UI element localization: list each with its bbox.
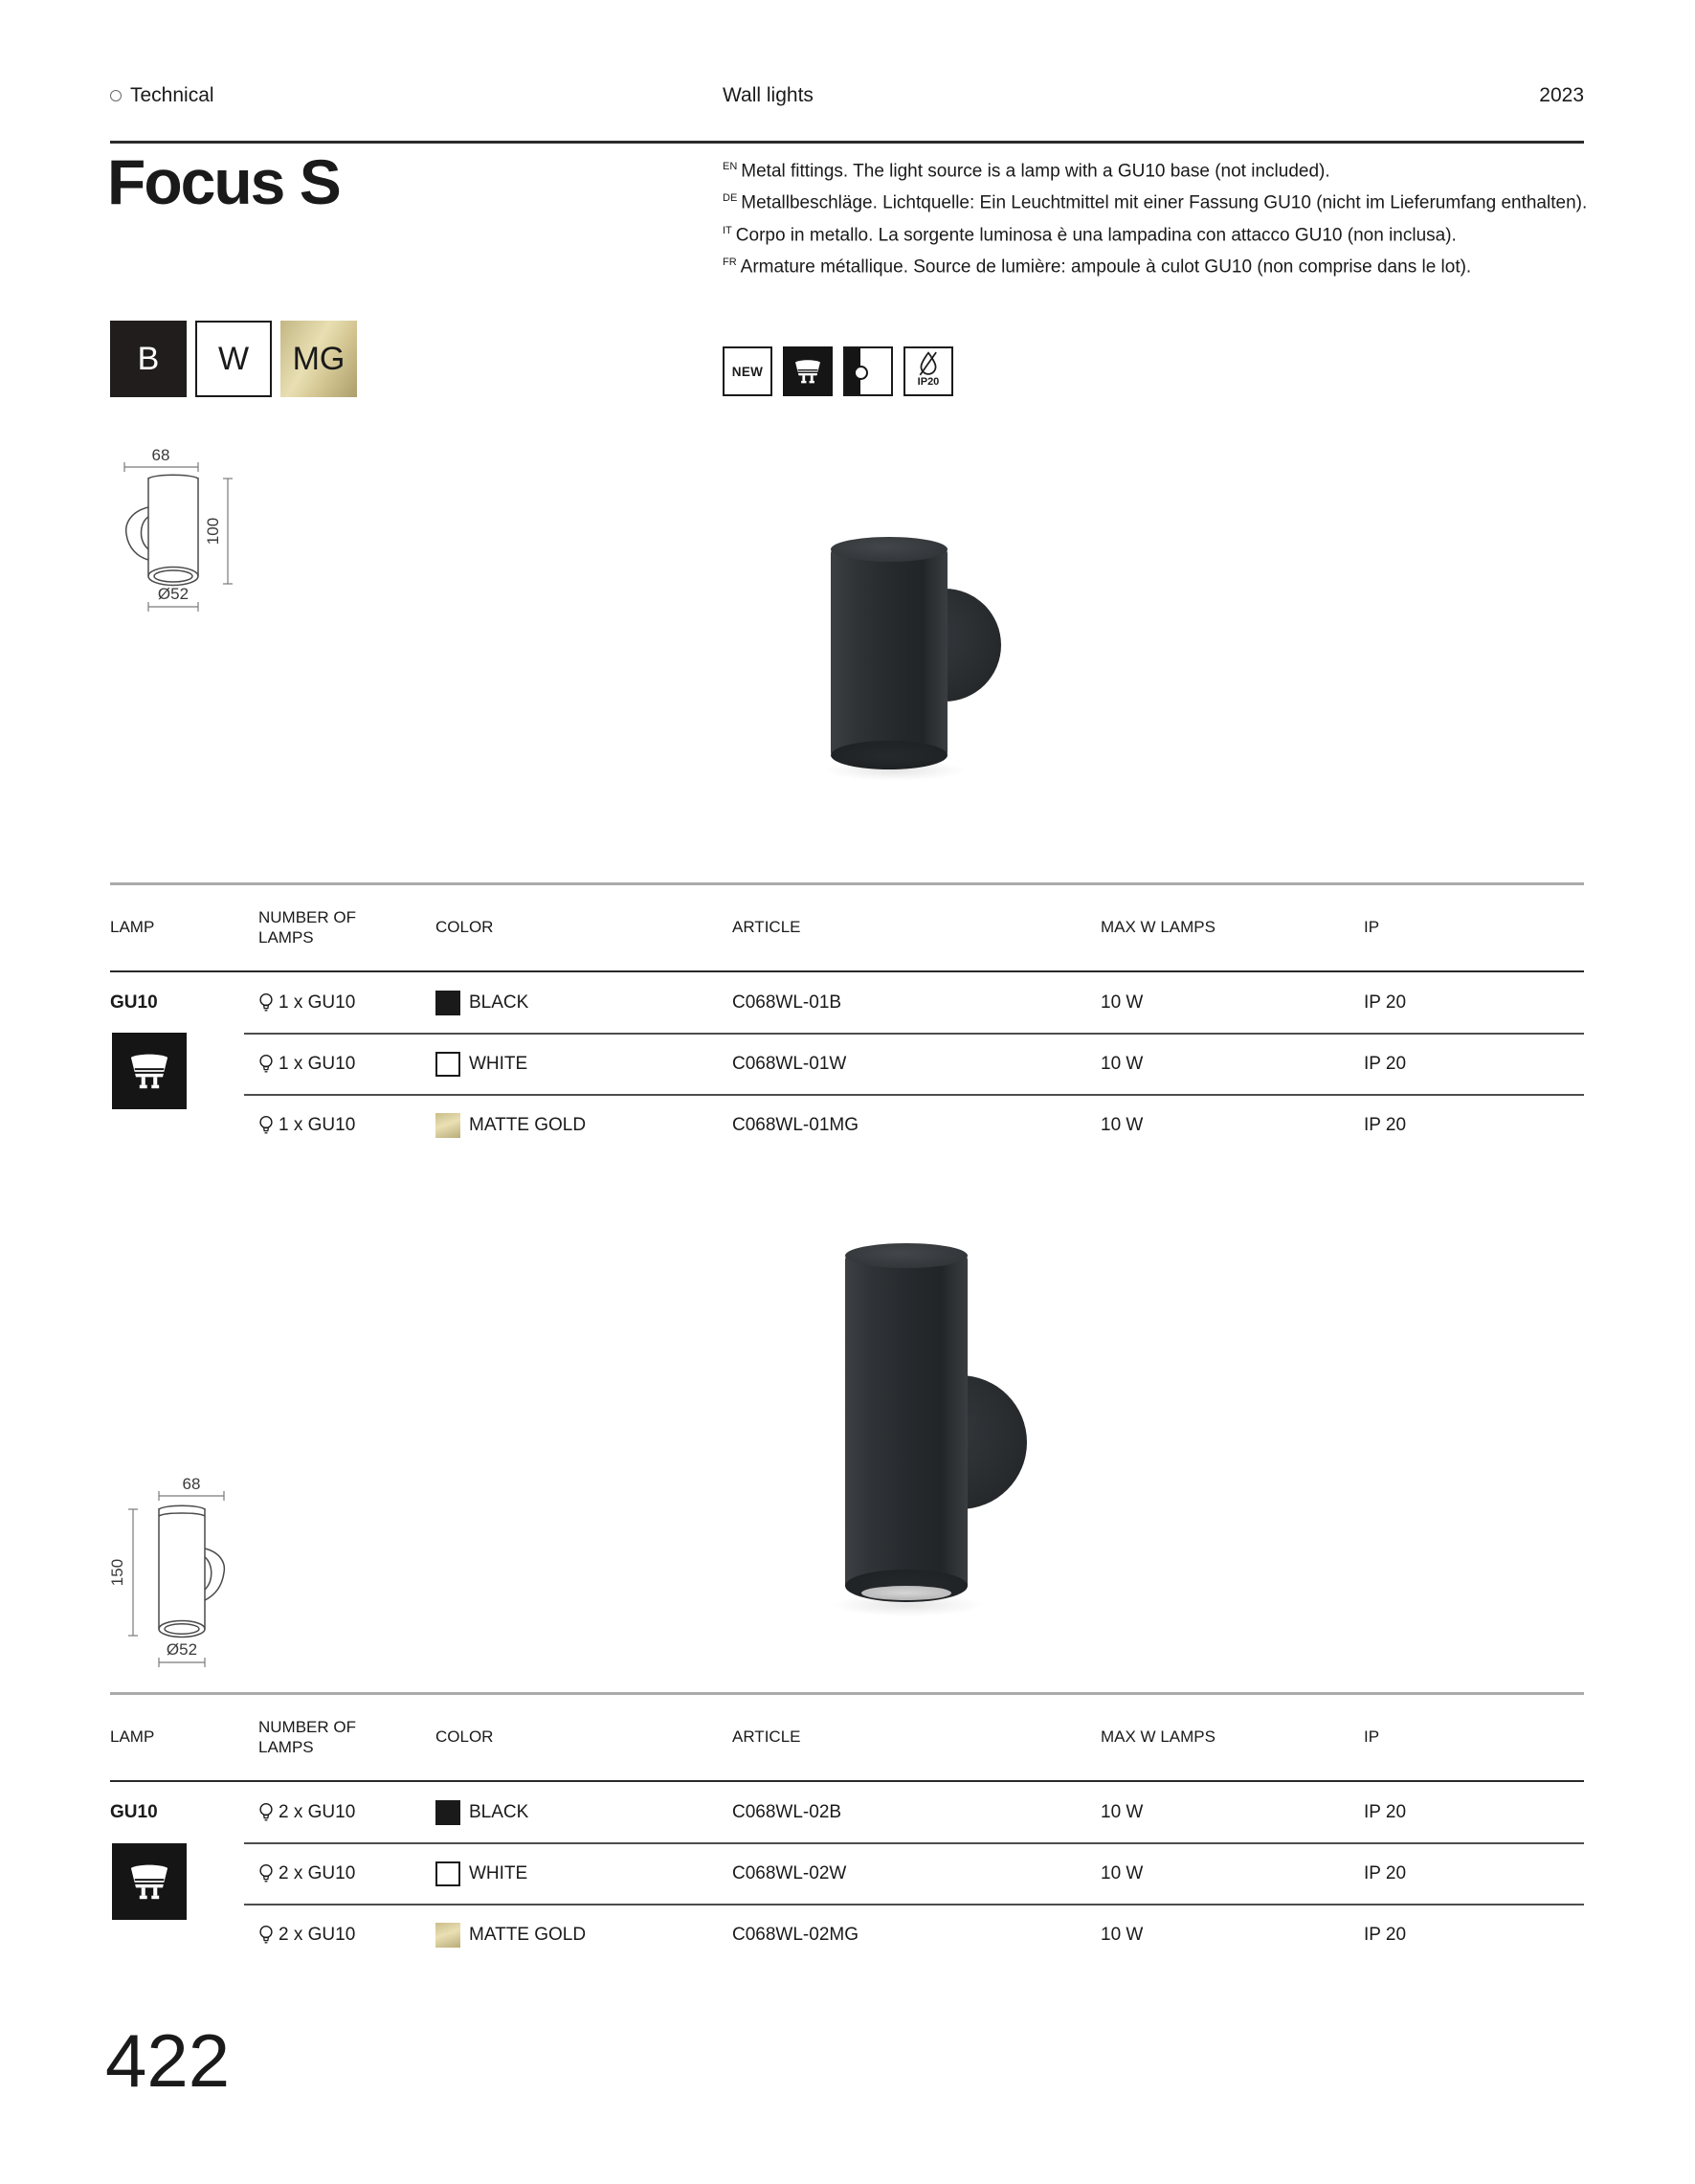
col-max-w: MAX W LAMPS	[1101, 918, 1215, 936]
table-row	[110, 1782, 1584, 1843]
no-water-drop-glyph	[918, 351, 939, 376]
header-category: Wall lights	[723, 84, 814, 106]
color-name: BLACK	[469, 1802, 529, 1822]
feature-icons	[723, 346, 953, 396]
lang-tag: DE	[723, 192, 738, 205]
new-badge	[723, 346, 772, 396]
description-fr	[723, 249, 1589, 280]
table-row	[110, 1905, 1584, 1966]
gu10-bulb-glyph	[123, 1044, 176, 1098]
table-row	[110, 1034, 1584, 1095]
bulb-icon	[258, 1863, 274, 1884]
description-text: Corpo in metallo. La sorgente luminosa è una lampadina con attacco GU10 (non inclusa).	[735, 224, 1457, 245]
color-name: WHITE	[469, 1054, 528, 1074]
description-it	[723, 217, 1589, 249]
page-header	[110, 84, 1584, 109]
bulb-icon	[258, 1925, 274, 1946]
table-body	[110, 972, 1584, 1156]
lamp-top-cap	[845, 1243, 968, 1268]
finish-swatch-black: B	[110, 321, 187, 397]
article-code: C068WL-02B	[732, 1802, 842, 1822]
header-section-label: Technical	[130, 84, 214, 106]
page-number: 422	[105, 2018, 231, 2103]
lamps-cell	[258, 1802, 435, 1823]
dim-height-label: 150	[108, 1558, 126, 1587]
description-text: Metallbeschläge. Lichtquelle: Ein Leuchtmittel mit einer Fassung GU10 (nicht im Lieferumfang enthalten).	[741, 192, 1588, 213]
description-text: Metal fittings. The light source is a lamp with a GU10 base (not included).	[741, 161, 1330, 182]
finish-swatch-white: W	[195, 321, 272, 397]
col-lamp: LAMP	[110, 1727, 155, 1746]
lamps-cell	[258, 1863, 435, 1884]
dimension-diagram-single	[96, 431, 278, 622]
lamps-value: 1 x GU10	[279, 1054, 356, 1074]
max-w-value: 10 W	[1101, 1925, 1144, 1945]
product-photo-double	[821, 1239, 1032, 1622]
color-swatch-black	[435, 991, 460, 1015]
shadow	[831, 1593, 984, 1616]
ip-value: IP 20	[1364, 1054, 1407, 1074]
lamp-type: GU10	[110, 992, 158, 1013]
color-swatch-white	[435, 1861, 460, 1886]
bulb-icon	[258, 1054, 274, 1075]
col-article: ARTICLE	[732, 1727, 801, 1746]
header-section	[110, 84, 214, 107]
bulb-icon	[258, 992, 274, 1014]
circle-icon	[110, 90, 122, 101]
description-de	[723, 185, 1589, 216]
lang-tag: EN	[723, 161, 738, 172]
color-swatch-white	[435, 1052, 460, 1077]
lamp-body	[831, 540, 948, 766]
description-text: Armature métallique. Source de lumière: ampoule à culot GU10 (non comprise dans le lot).	[740, 256, 1472, 278]
col-number-of-lamps: NUMBER OF LAMPS	[258, 1718, 356, 1756]
product-photo-single	[823, 532, 1015, 781]
col-number-of-lamps: NUMBER OF LAMPS	[258, 908, 356, 947]
col-article: ARTICLE	[732, 918, 801, 936]
header-year: 2023	[1539, 84, 1584, 106]
lamp-type: GU10	[110, 1802, 158, 1822]
article-code: C068WL-02MG	[732, 1925, 859, 1945]
color-name: MATTE GOLD	[469, 1115, 587, 1135]
color-cell	[435, 1052, 732, 1077]
color-name: WHITE	[469, 1863, 528, 1883]
color-cell	[435, 1861, 732, 1886]
table-row	[110, 1095, 1584, 1156]
wall-mount-icon	[843, 346, 893, 396]
table-body	[110, 1782, 1584, 1966]
dim-diameter-label: Ø52	[157, 585, 190, 603]
col-ip: IP	[1364, 918, 1380, 936]
col-color: COLOR	[435, 1727, 494, 1746]
divider	[110, 141, 1584, 144]
col-color: COLOR	[435, 918, 494, 936]
gu10-lamp-icon	[112, 1033, 187, 1109]
max-w-value: 10 W	[1101, 1054, 1144, 1074]
gu10-lamp-icon	[783, 346, 833, 396]
color-name: BLACK	[469, 992, 529, 1013]
ip-value: IP 20	[1364, 1863, 1407, 1883]
spec-table-single	[110, 882, 1584, 1160]
dim-width-label: 68	[151, 446, 170, 464]
dim-width-label: 68	[182, 1475, 201, 1493]
color-swatch-gold	[435, 1113, 460, 1138]
article-code: C068WL-02W	[732, 1863, 847, 1883]
color-swatch-black	[435, 1800, 460, 1825]
gu10-bulb-glyph	[790, 353, 826, 390]
lamp-dot	[854, 366, 868, 380]
bulb-icon	[258, 1115, 274, 1136]
lamps-value: 2 x GU10	[279, 1802, 356, 1822]
color-cell	[435, 991, 732, 1015]
lang-tag: IT	[723, 224, 732, 236]
gu10-bulb-glyph	[123, 1855, 176, 1908]
color-cell	[435, 1800, 732, 1825]
table-row	[110, 972, 1584, 1034]
page-title: Focus S	[107, 146, 340, 217]
finish-swatch-matte-gold: MG	[280, 321, 357, 397]
lang-tag: FR	[723, 256, 737, 268]
lamps-cell	[258, 1115, 435, 1136]
lamps-cell	[258, 992, 435, 1014]
ip-value: IP 20	[1364, 1115, 1407, 1135]
lamps-value: 1 x GU10	[279, 1115, 356, 1135]
product-descriptions	[723, 153, 1589, 280]
max-w-value: 10 W	[1101, 1115, 1144, 1135]
lamps-value: 2 x GU10	[279, 1925, 356, 1945]
table-header	[110, 1695, 1584, 1779]
ip-value: IP 20	[1364, 992, 1407, 1013]
max-w-value: 10 W	[1101, 1863, 1144, 1883]
article-code: C068WL-01B	[732, 992, 842, 1013]
dim-height-label: 100	[204, 517, 222, 546]
color-cell	[435, 1113, 732, 1138]
lamps-value: 1 x GU10	[279, 992, 356, 1013]
lamp-body	[845, 1246, 968, 1598]
table-header	[110, 885, 1584, 969]
shadow	[823, 760, 967, 781]
description-en	[723, 153, 1589, 185]
color-cell	[435, 1923, 732, 1948]
ip20-icon	[903, 346, 953, 396]
max-w-value: 10 W	[1101, 992, 1144, 1013]
gu10-lamp-icon	[112, 1843, 187, 1920]
col-lamp: LAMP	[110, 918, 155, 936]
spec-table-double	[110, 1692, 1584, 1970]
lamps-value: 2 x GU10	[279, 1863, 356, 1883]
finish-swatches	[110, 321, 357, 397]
ip-value: IP 20	[1364, 1925, 1407, 1945]
ip-value: IP 20	[1364, 1802, 1407, 1822]
max-w-value: 10 W	[1101, 1802, 1144, 1822]
new-badge-label: NEW	[731, 364, 764, 379]
table-row	[110, 1843, 1584, 1905]
color-name: MATTE GOLD	[469, 1925, 587, 1945]
article-code: C068WL-01W	[732, 1054, 847, 1074]
lamps-cell	[258, 1054, 435, 1075]
dim-diameter-label: Ø52	[166, 1640, 198, 1659]
col-ip: IP	[1364, 1727, 1380, 1746]
dimension-diagram-double	[84, 1469, 314, 1708]
color-swatch-gold	[435, 1923, 460, 1948]
bulb-icon	[258, 1802, 274, 1823]
ip20-label: IP20	[917, 376, 940, 388]
col-max-w: MAX W LAMPS	[1101, 1727, 1215, 1746]
lamps-cell	[258, 1925, 435, 1946]
article-code: C068WL-01MG	[732, 1115, 859, 1135]
lamp-top-cap	[831, 537, 948, 562]
